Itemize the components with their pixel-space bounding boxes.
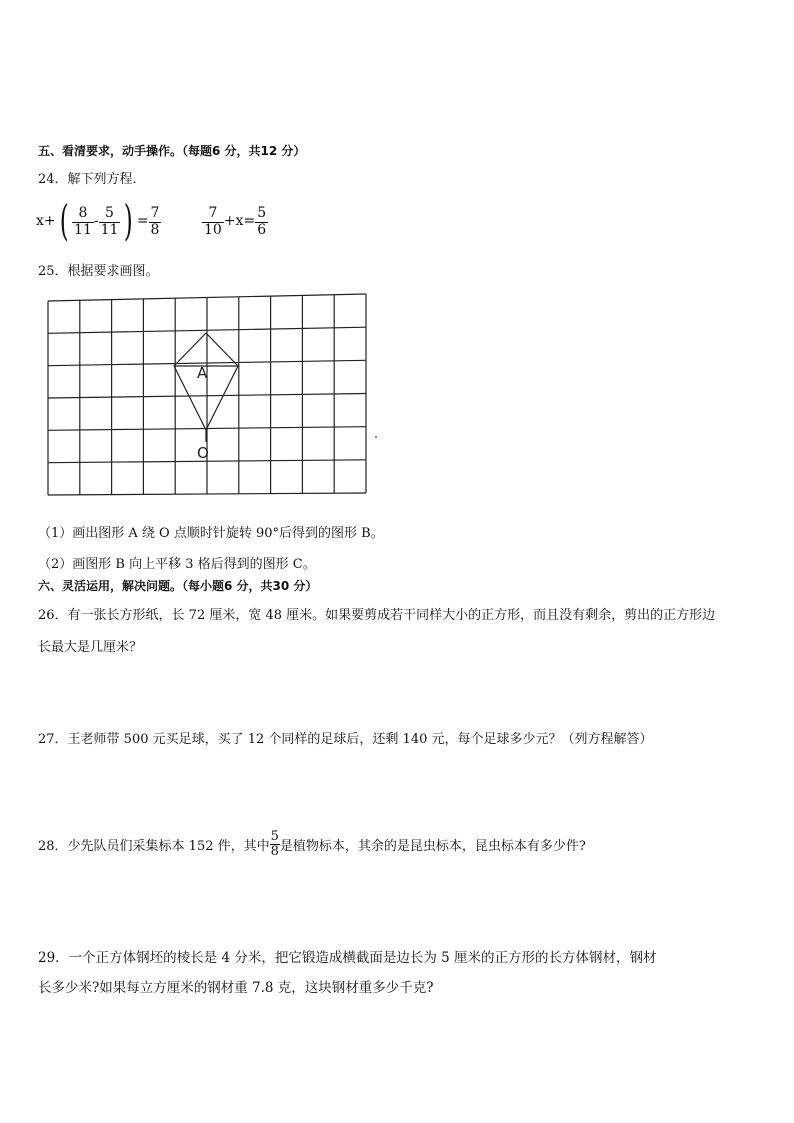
eq2-fraction-1 xyxy=(202,206,224,237)
q29-line-2: 长多少米?如果每立方厘米的钢材重 7.8 克，这块钢材重多少千克? xyxy=(38,980,434,996)
kite-figure-a xyxy=(174,333,238,442)
eq1-lead: x+ xyxy=(36,213,56,229)
q27-text: 27．王老师带 500 元买足球，买了 12 个同样的足球后，还剩 140 元，每个足球多少元？（列方程解答） xyxy=(38,732,653,747)
eq1-r-denominator: 8 xyxy=(150,221,160,238)
q25-label: 25．根据要求画图。 xyxy=(38,264,159,279)
q24-equation-1 xyxy=(36,198,161,244)
eq2-f1-denominator: 10 xyxy=(204,221,222,238)
point-o-label: O xyxy=(197,444,209,462)
q24-label: 24．解下列方程． xyxy=(38,172,146,187)
eq1-f2-denominator: 11 xyxy=(100,221,119,238)
scan-dot xyxy=(375,436,377,438)
eq1-r-numerator: 7 xyxy=(150,204,160,221)
grid-lines xyxy=(48,294,366,495)
eq2-r-numerator: 5 xyxy=(257,204,267,221)
q26-line-2: 长最大是几厘米？ xyxy=(38,640,143,655)
eq1-equals: = xyxy=(136,213,149,229)
eq1-fraction-2 xyxy=(99,206,121,237)
section-6-title: 六、灵活运用，解决问题。（每小题6 分，共30 分） xyxy=(38,579,318,593)
q28-numerator: 5 xyxy=(270,829,279,844)
q24-equation-2 xyxy=(202,198,268,244)
q28-denominator: 8 xyxy=(270,844,279,859)
q25-sub-2: （2）画图形 B 向上平移 3 格后得到的图形 C。 xyxy=(38,557,316,572)
drawing-grid xyxy=(44,290,374,500)
eq2-r-denominator: 6 xyxy=(257,221,267,238)
section-5-title: 五、看清要求，动手操作。（每题6 分，共12 分） xyxy=(38,144,306,158)
right-paren: ) xyxy=(124,196,134,245)
eq1-result-fraction xyxy=(149,206,162,237)
left-paren: ( xyxy=(59,196,69,245)
q28-fraction xyxy=(270,830,280,858)
eq1-f1-numerator: 8 xyxy=(78,204,88,221)
q25-sub-1: （1）画出图形 A 绕 O 点顺时针旋转 90°后得到的图形 B。 xyxy=(38,526,384,541)
q26-line-1: 26．有一张长方形纸，长 72 厘米，宽 48 厘米。如果要剪成若干同样大小的正方形，而且没有剩余，剪出的正方形边 xyxy=(38,608,716,623)
eq2-f1-numerator: 7 xyxy=(208,204,218,221)
eq1-f2-numerator: 5 xyxy=(105,204,114,221)
point-a-label: A xyxy=(197,364,208,382)
q28-after: 是植物标本，其余的是昆虫标本，昆虫标本有多少件? xyxy=(279,838,586,854)
eq1-fraction-1 xyxy=(72,206,94,237)
eq2-mid: +x= xyxy=(223,213,256,229)
q28-before: 28．少先队员们采集标本 152 件，其中 xyxy=(38,838,270,854)
q28-text xyxy=(38,826,586,862)
eq1-minus: - xyxy=(93,213,99,229)
q29-line-1: 29．一个正方体钢坯的棱长是 4 分米，把它锻造成横截面是边长为 5 厘米的正方形的长方体钢材，钢材 xyxy=(38,950,657,966)
eq2-result-fraction xyxy=(255,206,268,237)
eq1-f1-denominator: 11 xyxy=(74,221,92,238)
